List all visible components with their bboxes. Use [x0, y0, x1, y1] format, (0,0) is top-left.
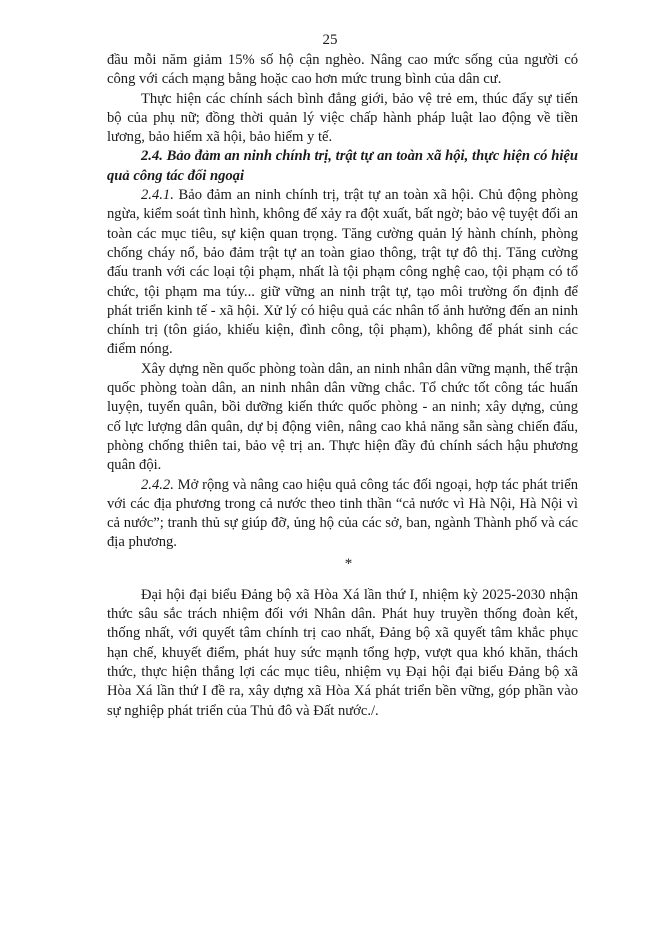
paragraph-continuation: đầu mỗi năm giảm 15% số hộ cận nghèo. Nâng cao mức sống của người có công với cách mạng bằng hoặc cao hơn mức trung bình của dân cư.: [107, 52, 578, 88]
subsection-number-2-4-1: 2.4.1.: [141, 187, 174, 204]
paragraph-national-defense: Xây dựng nền quốc phòng toàn dân, an ninh nhân dân vững mạnh, thế trận quốc phòng toàn dân, an ninh nhân dân vững chắc. Tổ chức tốt công tác huấn luyện, tuyển quân, bồi dưỡng kiến thức quốc phòng - an ninh; xây dựng, củng cố lực lượng dân quân, dự bị động viên, nâng cao khả năng sẵn sàng chiến đấu, phòng chống thiên tai, bảo vệ trị an. Thực hiện đầy đủ chính sách hậu phương quân đội.: [107, 360, 578, 474]
paragraph-2-4-1: [107, 186, 578, 360]
paragraph-conclusion: Đại hội đại biểu Đảng bộ xã Hòa Xá lần thứ I, nhiệm kỳ 2025-2030 nhận thức sâu sắc trách nhiệm đối với Nhân dân. Phát huy truyền thống đoàn kết, thống nhất, với quyết tâm chính trị cao nhất, Đảng bộ xã quyết tâm khắc phục hạn chế, khuyết điểm, phát huy sức mạnh tổng hợp, vượt qua khó khăn, thách thức, thực hiện thắng lợi các mục tiêu, nhiệm vụ Đại hội đại biểu Đảng bộ xã Hòa Xá lần thứ I đề ra, xây dựng xã Hòa Xá phát triển bền vững, góp phần vào sự nghiệp phát triển của Thủ đô và Đất nước./.: [107, 586, 578, 719]
section-separator: *: [344, 555, 353, 572]
subsection-number-2-4-2: 2.4.2.: [141, 476, 174, 493]
paragraph-gender-equality: Thực hiện các chính sách bình đẳng giới, bảo vệ trẻ em, thúc đẩy sự tiến bộ của phụ nữ; đồng thời quản lý việc chấp hành pháp luật lao động về tiền lương, bảo hiểm xã hội, bảo hiểm y tế.: [107, 90, 578, 146]
paragraph-2-4-2: [107, 476, 578, 553]
paragraph-2-4-1-text: Bảo đảm an ninh chính trị, trật tự an toàn xã hội. Chủ động phòng ngừa, kiểm soát tình hình, không để xảy ra đột xuất, bất ngờ; bảo vệ tuyệt đối an toàn các mục tiêu, sự kiện quan trọng. Tăng cường quản lý hành chính, phòng chống cháy nổ, bảo đảm trật tự an toàn giao thông, trật tự đô thị. Tăng cường đấu tranh với các loại tội phạm, nhất là tội phạm công nghệ cao, tội phạm có tổ chức, tội phạm ma túy... giữ vững an ninh trật tự, tạo môi trường ổn định để phát triển kinh tế - xã hội. Xử lý có hiệu quả các nhân tố ảnh hưởng đến an ninh chính trị (tôn giáo, khiếu kiện, đình công, tội phạm), không để phát sinh các điểm nóng.: [107, 187, 578, 358]
page-number: 25: [322, 32, 338, 48]
section-heading-2-4: 2.4. Bảo đảm an ninh chính trị, trật tự an toàn xã hội, thực hiện có hiệu quả công tác đối ngoại: [107, 148, 578, 184]
document-body: [107, 51, 578, 721]
paragraph-2-4-2-text: Mở rộng và nâng cao hiệu quả công tác đối ngoại, hợp tác phát triển với các địa phương trong cả nước theo tinh thần “cả nước vì Hà Nội, Hà Nội vì cả nước”; tranh thủ sự giúp đỡ, ủng hộ của các sở, ban, ngành Thành phố và các địa phương.: [107, 476, 578, 551]
